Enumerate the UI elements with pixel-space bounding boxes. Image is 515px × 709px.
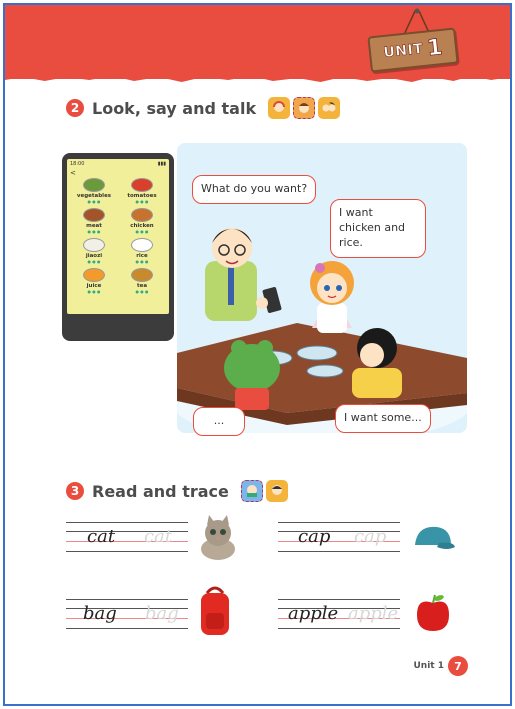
menu-item[interactable] bbox=[70, 268, 118, 294]
page-number: 7 bbox=[448, 656, 468, 676]
speak-icon bbox=[293, 97, 315, 119]
menu-item[interactable] bbox=[70, 178, 118, 204]
word-bag: bag bbox=[83, 603, 117, 624]
phone-screen bbox=[67, 159, 169, 314]
menu-item[interactable] bbox=[70, 208, 118, 234]
rating-dots-icon: ● ● ● bbox=[87, 289, 101, 294]
trace-row-cap bbox=[278, 522, 400, 552]
signal-icon: ▮▮▮ bbox=[157, 161, 166, 167]
cat-picture bbox=[195, 513, 241, 561]
unit-number: 1 bbox=[425, 34, 444, 61]
rating-dots-icon: ● ● ● bbox=[135, 289, 149, 294]
food-icon bbox=[83, 208, 105, 222]
trace-row-cat bbox=[66, 522, 188, 552]
menu-item-label: chicken bbox=[130, 223, 154, 229]
man-teacher bbox=[205, 228, 282, 321]
word-apple: apple bbox=[288, 603, 339, 624]
section-2-mode-icons bbox=[268, 97, 340, 119]
rating-dots-icon: ● ● ● bbox=[135, 259, 149, 264]
phone-menu bbox=[62, 153, 174, 341]
food-icon bbox=[131, 208, 153, 222]
phone-time: 18:00 bbox=[70, 161, 85, 167]
food-icon bbox=[131, 178, 153, 192]
section-2-title: Look, say and talk bbox=[92, 98, 257, 118]
menu-item-label: jiaozi bbox=[85, 253, 103, 259]
food-icon bbox=[131, 268, 153, 282]
write-icon bbox=[266, 480, 288, 502]
menu-item[interactable] bbox=[118, 208, 166, 234]
menu-item-label: rice bbox=[136, 253, 148, 259]
section-3-title: Read and trace bbox=[92, 481, 229, 501]
rating-dots-icon: ● ● ● bbox=[135, 229, 149, 234]
page-footer bbox=[414, 656, 469, 676]
torn-edge bbox=[5, 71, 510, 85]
menu-item-label: meat bbox=[86, 223, 102, 229]
rating-dots-icon: ● ● ● bbox=[87, 229, 101, 234]
food-icon bbox=[83, 238, 105, 252]
section-3-mode-icons bbox=[241, 480, 288, 502]
food-icon bbox=[83, 178, 105, 192]
menu-item-label: vegetables bbox=[76, 193, 112, 199]
cap-picture bbox=[409, 523, 457, 553]
word-bag-trace: bag bbox=[145, 603, 179, 624]
food-icon bbox=[83, 268, 105, 282]
rating-dots-icon: ● ● ● bbox=[87, 259, 101, 264]
backpack-picture bbox=[195, 585, 235, 637]
menu-grid bbox=[70, 178, 166, 294]
bubble-man: What do you want? bbox=[192, 175, 316, 204]
back-icon: < bbox=[70, 169, 76, 177]
menu-item[interactable] bbox=[118, 238, 166, 264]
page bbox=[3, 3, 512, 706]
menu-item-label: tomatoes bbox=[127, 193, 157, 199]
phone-status-bar bbox=[67, 159, 169, 169]
section-3-number: 3 bbox=[66, 482, 84, 500]
section-3-heading bbox=[66, 480, 288, 502]
section-2-number: 2 bbox=[66, 99, 84, 117]
read-icon bbox=[241, 480, 263, 502]
rating-dots-icon: ● ● ● bbox=[135, 199, 149, 204]
bubble-frog: ... bbox=[193, 407, 245, 436]
word-cat-trace: cat bbox=[144, 526, 173, 547]
girl bbox=[310, 261, 354, 333]
pair-work-icon bbox=[318, 97, 340, 119]
listen-icon bbox=[268, 97, 290, 119]
bubble-boy: I want some... bbox=[335, 404, 431, 433]
trace-row-bag bbox=[66, 599, 188, 629]
word-cap: cap bbox=[298, 526, 331, 547]
unit-word: UNIT bbox=[382, 40, 425, 62]
apple-picture bbox=[415, 593, 451, 633]
menu-item[interactable] bbox=[118, 178, 166, 204]
rating-dots-icon: ● ● ● bbox=[87, 199, 101, 204]
bubble-girl: I want chicken and rice. bbox=[330, 199, 426, 258]
food-icon bbox=[131, 238, 153, 252]
footer-unit-label: Unit 1 bbox=[413, 661, 444, 671]
trace-row-apple bbox=[278, 599, 400, 629]
menu-item-label: tea bbox=[136, 283, 148, 289]
menu-item-label: juice bbox=[86, 283, 102, 289]
word-apple-trace: apple bbox=[348, 603, 399, 624]
word-cat: cat bbox=[87, 526, 116, 547]
section-2-heading bbox=[66, 97, 340, 119]
menu-item[interactable] bbox=[70, 238, 118, 264]
menu-item[interactable] bbox=[118, 268, 166, 294]
word-cap-trace: cap bbox=[354, 526, 387, 547]
